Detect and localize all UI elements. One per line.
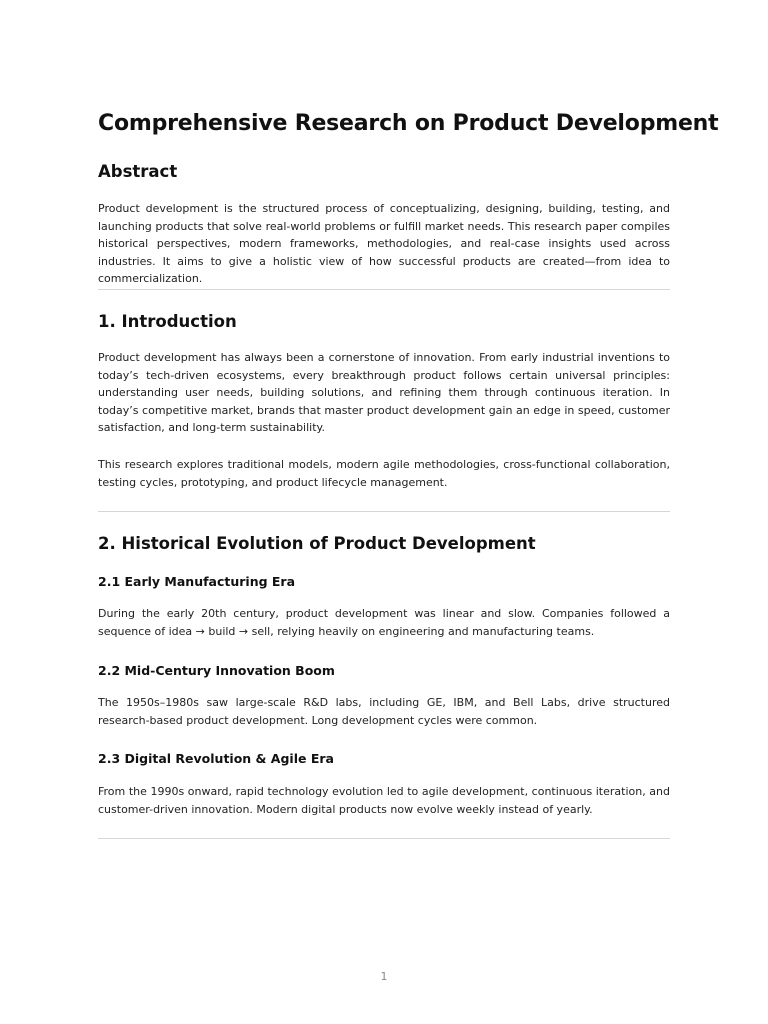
subsection-body-mid-century — [98, 694, 670, 729]
introduction-body-2 — [98, 456, 670, 491]
subsection-heading-mid-century — [98, 663, 670, 678]
subsection-heading-digital-revolution — [98, 751, 670, 766]
subsection-body-early-manufacturing — [98, 605, 670, 640]
abstract-section — [98, 162, 670, 181]
subsection-heading: 2.3 Digital Revolution & Agile Era — [98, 751, 334, 766]
section-divider — [98, 838, 670, 839]
introduction-heading: 1. Introduction — [98, 312, 237, 331]
subsection-body-digital-revolution — [98, 783, 670, 818]
introduction-paragraph-1: Product development has always been a cornerstone of innovation. From early industrial inventions to today’s tech-driven ecosystems, every breakthrough product follows certain universal principles: understanding user needs, building solutions, and refining them through continuous iteration. In today’s competitive market, brands that master product development gain an edge in speed, customer satisfaction, and long-term sustainability. — [98, 351, 670, 434]
subsection-heading: 2.2 Mid-Century Innovation Boom — [98, 663, 335, 678]
subsection-text: The 1950s–1980s saw large-scale R&D labs, including GE, IBM, and Bell Labs, drive structured research-based product development. Long development cycles were common. — [98, 696, 670, 727]
introduction-paragraph-2: This research explores traditional models, modern agile methodologies, cross-functional collaboration, testing cycles, prototyping, and product lifecycle management. — [98, 458, 670, 489]
page-number: 1 — [380, 970, 388, 983]
history-heading: 2. Historical Evolution of Product Development — [98, 534, 536, 553]
history-section — [98, 534, 670, 553]
abstract-text: Product development is the structured process of conceptualizing, designing, building, testing, and launching products that solve real-world problems or fulfill market needs. This research paper compiles historical perspectives, modern frameworks, methodologies, and real-case insights used across industries. It aims to give a holistic view of how successful products are created—from idea to commercialization. — [98, 202, 670, 285]
subsection-text: During the early 20th century, product development was linear and slow. Companies followed a sequence of idea → build → sell, relying heavily on engineering and manufacturing teams. — [98, 607, 670, 638]
abstract-body — [98, 200, 670, 288]
abstract-heading: Abstract — [98, 162, 178, 181]
section-divider — [98, 289, 670, 290]
subsection-text: From the 1990s onward, rapid technology evolution led to agile development, continuous iteration, and customer-driven innovation. Modern digital products now evolve weekly instead of yearly. — [98, 785, 670, 816]
subsection-heading: 2.1 Early Manufacturing Era — [98, 574, 296, 589]
subsection-heading-early-manufacturing — [98, 574, 670, 589]
section-divider — [98, 511, 670, 512]
introduction-section — [98, 312, 670, 331]
document-title: Comprehensive Research on Product Development — [98, 111, 719, 136]
introduction-body-1 — [98, 349, 670, 437]
